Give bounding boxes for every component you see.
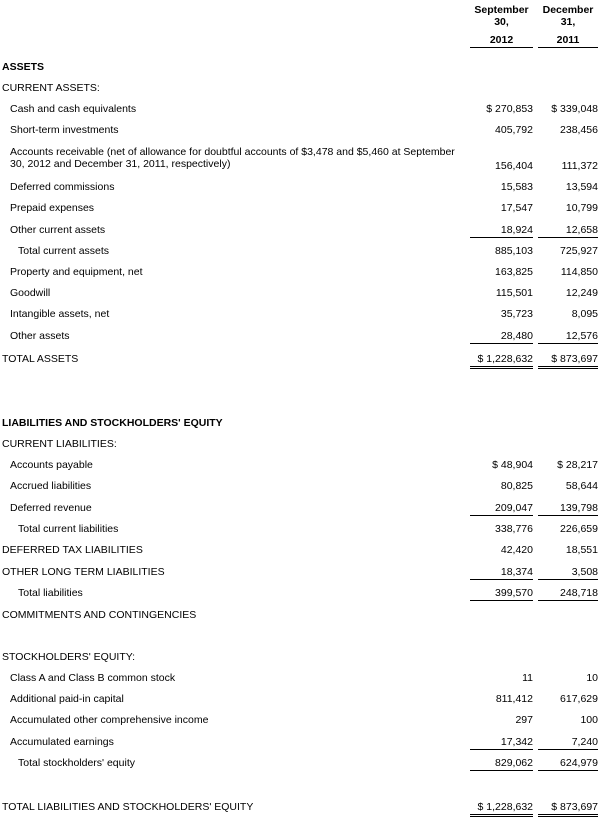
value-september-2012: 156,404	[495, 160, 533, 172]
value-september-2012: $ 48,904	[492, 459, 533, 471]
row-label: Goodwill	[10, 287, 51, 299]
value-september-2012: 405,792	[495, 124, 533, 136]
row-label: Intangible assets, net	[10, 308, 110, 320]
value-december-2011: 10	[586, 672, 598, 684]
row-label: TOTAL ASSETS	[2, 353, 79, 365]
value-september-2012: 11	[522, 672, 533, 684]
value-september-2012: 163,825	[495, 266, 533, 278]
row-label: Accrued liabilities	[10, 480, 92, 492]
value-september-2012: 17,547	[500, 202, 533, 214]
row-label: Other assets	[10, 330, 70, 342]
column-header-december-2011	[538, 4, 598, 48]
value-september-2012: 297	[515, 714, 533, 726]
row-label: Deferred commissions	[10, 181, 115, 193]
value-september-2012: 35,723	[500, 308, 533, 320]
value-december-2011: 248,718	[538, 587, 598, 601]
value-september-2012: 885,103	[495, 245, 533, 257]
value-september-2012: 18,924	[470, 224, 533, 238]
value-december-2011: 3,508	[538, 566, 598, 580]
value-december-2011: 624,979	[538, 757, 598, 771]
row-label: Prepaid expenses	[10, 202, 95, 214]
value-december-2011: 139,798	[538, 502, 598, 516]
value-december-2011: 12,576	[538, 330, 598, 344]
row-label: Accounts receivable (net of allowance for doubtful accounts of $3,478 and $5,460 at September 30, 2012 and December 31, 2011, respectively)	[10, 146, 455, 170]
value-september-2012: $ 270,853	[486, 103, 533, 115]
row-label: CURRENT LIABILITIES:	[2, 438, 117, 450]
col2-year: 2011	[538, 34, 598, 48]
row-label: DEFERRED TAX LIABILITIES	[2, 544, 143, 556]
value-september-2012: 399,570	[470, 587, 533, 601]
value-december-2011: 8,095	[571, 308, 598, 320]
col1-line2: 30,	[494, 16, 509, 28]
col1-year: 2012	[470, 34, 533, 48]
value-september-2012: 17,342	[470, 736, 533, 750]
value-december-2011: 725,927	[560, 245, 598, 257]
col1-line1: September	[474, 4, 529, 16]
value-september-2012: 115,501	[495, 287, 533, 299]
value-december-2011: $ 28,217	[557, 459, 598, 471]
row-label: Total current assets	[18, 245, 110, 257]
col2-line2: 31,	[560, 16, 576, 28]
row-label: Deferred revenue	[10, 502, 92, 514]
row-label: Total stockholders' equity	[18, 757, 135, 769]
row-label: STOCKHOLDERS' EQUITY:	[2, 651, 136, 663]
value-september-2012: 42,420	[500, 544, 533, 556]
value-december-2011: $ 873,697	[538, 353, 598, 369]
row-label: CURRENT ASSETS:	[2, 82, 100, 94]
row-label: Class A and Class B common stock	[10, 672, 176, 684]
row-label: Total liabilities	[18, 587, 83, 599]
row-label: COMMITMENTS AND CONTINGENCIES	[2, 609, 197, 621]
row-label: Short-term investments	[10, 124, 119, 136]
value-december-2011: 100	[580, 714, 598, 726]
row-label: Additional paid-in capital	[10, 693, 124, 705]
row-label: Other current assets	[10, 224, 106, 236]
value-december-2011: 7,240	[538, 736, 598, 750]
value-december-2011: 226,659	[560, 523, 598, 535]
row-label: ASSETS	[2, 61, 45, 73]
value-december-2011: 111,372	[561, 160, 598, 172]
value-december-2011: 12,658	[538, 224, 598, 238]
row-label: OTHER LONG TERM LIABILITIES	[2, 566, 165, 578]
row-label: LIABILITIES AND STOCKHOLDERS' EQUITY	[2, 417, 223, 429]
row-label: Total current liabilities	[18, 523, 119, 535]
value-september-2012: 18,374	[470, 566, 533, 580]
row-label: Accounts payable	[10, 459, 93, 471]
row-label: Accumulated earnings	[10, 736, 114, 748]
value-september-2012: $ 1,228,632	[470, 801, 533, 817]
value-december-2011: 617,629	[560, 693, 598, 705]
value-december-2011: $ 873,697	[538, 801, 598, 817]
column-header-september-2012	[470, 4, 533, 48]
value-september-2012: 28,480	[470, 330, 533, 344]
value-september-2012: 338,776	[495, 523, 533, 535]
value-september-2012: 209,047	[470, 502, 533, 516]
row-label: Accumulated other comprehensive income	[10, 714, 209, 726]
value-december-2011: 12,249	[565, 287, 598, 299]
value-december-2011: 13,594	[565, 181, 598, 193]
value-september-2012: $ 1,228,632	[470, 353, 533, 369]
row-label: TOTAL LIABILITIES AND STOCKHOLDERS' EQUITY	[2, 801, 254, 813]
row-label: Property and equipment, net	[10, 266, 143, 278]
value-december-2011: 10,799	[565, 202, 598, 214]
value-september-2012: 811,412	[495, 693, 533, 705]
value-december-2011: 114,850	[560, 266, 598, 278]
value-december-2011: 238,456	[560, 124, 598, 136]
value-september-2012: 80,825	[500, 480, 533, 492]
row-label: Cash and cash equivalents	[10, 103, 137, 115]
value-december-2011: 18,551	[565, 544, 598, 556]
col2-line1: December	[542, 4, 594, 16]
value-december-2011: 58,644	[565, 480, 598, 492]
value-september-2012: 829,062	[470, 757, 533, 771]
value-december-2011: $ 339,048	[551, 103, 598, 115]
value-september-2012: 15,583	[500, 181, 533, 193]
